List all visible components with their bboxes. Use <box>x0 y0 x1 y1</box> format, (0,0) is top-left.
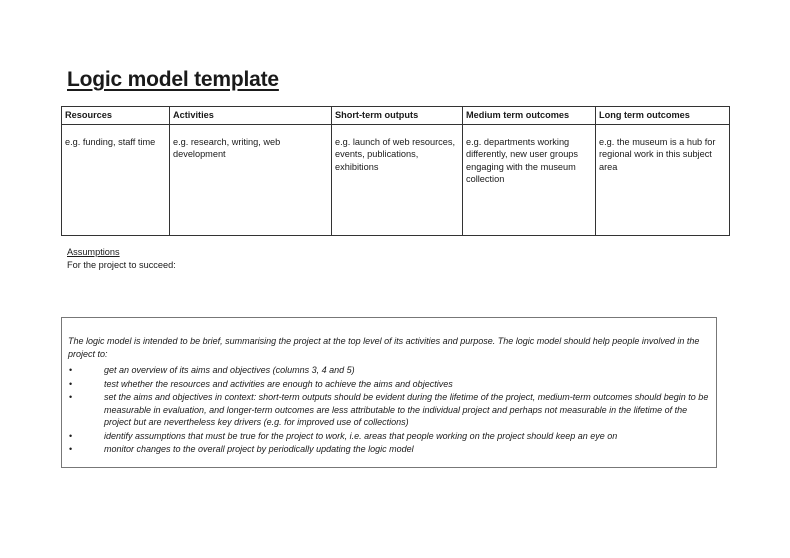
page-title: Logic model template <box>67 68 279 91</box>
list-item-text: monitor changes to the overall project by periodically updating the logic model <box>104 444 414 455</box>
list-item-text: identify assumptions that must be true for the project to work, i.e. areas that people working on the project should keep an eye on <box>104 430 618 441</box>
bullet-icon: • <box>69 365 73 375</box>
header-resources: Resources <box>62 107 170 125</box>
assumptions-heading: Assumptions <box>67 247 120 257</box>
list-item-text: test whether the resources and activities are enough to achieve the aims and objectives <box>104 378 453 389</box>
list-item <box>68 443 714 455</box>
cell-short-term-outputs: e.g. launch of web resources, events, publications, exhibitions <box>332 124 463 236</box>
cell-activities: e.g. research, writing, web development <box>170 124 332 236</box>
bullet-icon: • <box>69 444 73 455</box>
logic-model-table <box>61 106 730 236</box>
assumptions-text: For the project to succeed: <box>67 260 176 270</box>
list-item <box>68 364 714 376</box>
bullet-icon: • <box>69 430 73 441</box>
list-item-text: set the aims and objectives in context: short-term outputs should be evident during the lifetime of the project, medium-term outcomes should begin to be measurable in evaluation, and longer-term outcomes are less attributable to the individual project and perhaps not measurable in the lifetime of the project but are nevertheless key drivers (e.g. for improved use of collections) <box>104 392 709 427</box>
guidance-intro: The logic model is intended to be brief, summarising the project at the top level of its activities and purpose. The logic model should help people involved in the project to: <box>68 336 700 359</box>
header-medium-term-outcomes: Medium term outcomes <box>463 107 596 125</box>
bullet-icon: • <box>69 378 73 389</box>
list-item-text: get an overview of its aims and objectives (columns 3, 4 and 5) <box>104 365 355 375</box>
list-item <box>68 378 714 390</box>
header-short-term-outputs: Short-term outputs <box>332 107 463 125</box>
guidance-bullet-list <box>68 364 714 457</box>
list-item <box>68 391 714 428</box>
cell-long-term-outcomes: e.g. the museum is a hub for regional work in this subject area <box>596 124 730 236</box>
guidance-note-box <box>61 317 717 468</box>
cell-resources: e.g. funding, staff time <box>62 124 170 236</box>
bullet-icon: • <box>69 392 73 403</box>
list-item <box>68 430 714 442</box>
header-activities: Activities <box>170 107 332 125</box>
table-header-row <box>62 107 730 125</box>
cell-medium-term-outcomes: e.g. departments working differently, new user groups engaging with the museum collection <box>463 124 596 236</box>
table-row <box>62 124 730 236</box>
header-long-term-outcomes: Long term outcomes <box>596 107 730 125</box>
